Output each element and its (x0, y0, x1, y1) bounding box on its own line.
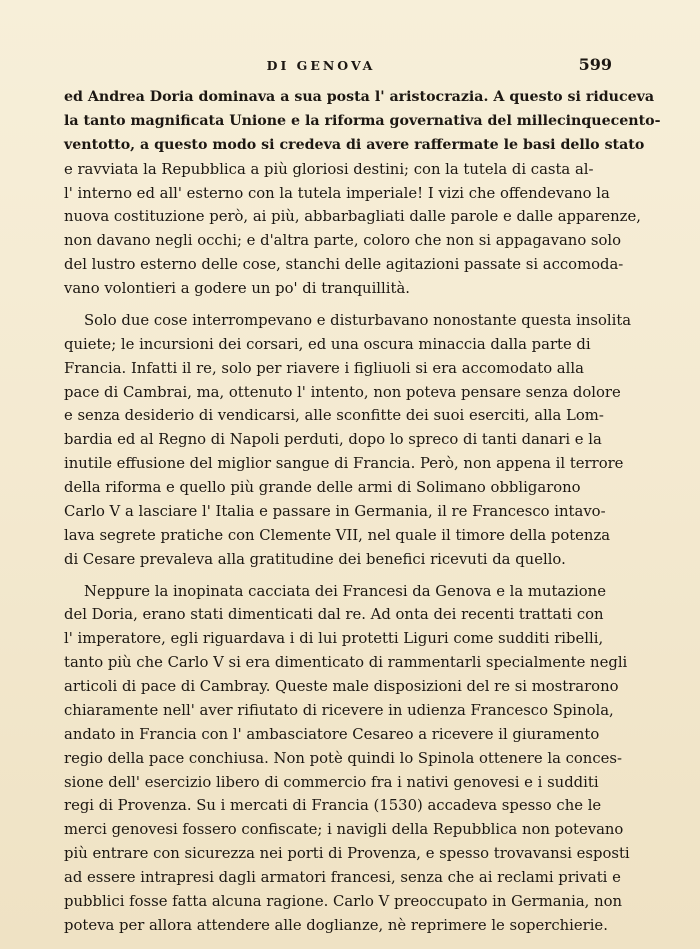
text-line: Carlo V a lasciare l' Italia e passare in Germania, il re Francesco intavo- (64, 502, 606, 520)
text-line: nuova costituzione però, ai più, abbarbagliati dalle parole e dalle apparenze, (64, 208, 641, 226)
text-line: ad essere intrapresi dagli armatori francesi, senza che ai reclami privati e (64, 869, 621, 886)
text-line: di Cesare prevaleva alla gratitudine dei benefici ricevuti da quello. (64, 550, 566, 568)
text-line: regi di Provenza. Su i mercati di Francia (1530) accadeva spesso che le (64, 797, 602, 815)
page-number: 599 (578, 55, 612, 74)
page-header (64, 55, 612, 78)
text-line: poteva per allora attendere alle doglianze, nè reprimere le soperchierie. (64, 916, 608, 934)
text-line: ventotto, a questo modo si credeva di avere raffermate le basi dello stato (64, 136, 645, 153)
text-line: pubblici fosse fatta alcuna ragione. Carlo V preoccupato in Germania, non (64, 892, 623, 910)
text-line: vano volontieri a godere un po' di tranquillità. (64, 280, 410, 297)
text-line: più entrare con sicurezza nei porti di Provenza, e spesso trovavansi esposti (64, 845, 630, 863)
text-line: non davano negli occhi; e d'altra parte, coloro che non si appagavano solo (64, 232, 622, 250)
text-line: chiaramente nell' aver rifiutato di ricevere in udienza Francesco Spinola, (64, 701, 614, 719)
text-line: sione dell' esercizio libero di commercio fra i nativi genovesi e i sudditi (64, 773, 599, 791)
text-line: bardia ed al Regno di Napoli perduti, dopo lo spreco di tanti danari e la (64, 431, 602, 449)
text-line: del Doria, erano stati dimenticati dal re. Ad onta dei recenti trattati con (64, 606, 604, 624)
running-title: DI GENOVA (266, 58, 376, 73)
text-line: della riforma e quello più grande delle armi di Solimano obbligarono (64, 479, 581, 496)
text-line: merci genovesi fossero confiscate; i navigli della Repubblica non potevano (64, 821, 624, 839)
text-line: tanto più che Carlo V si era dimenticato di rammentarli specialmente negli (64, 654, 628, 672)
text-line: articoli di pace di Cambray. Queste male disposizioni del re si mostrarono (64, 678, 619, 695)
text-line: quiete; le incursioni dei corsari, ed una oscura minaccia dalla parte di (64, 335, 591, 353)
text-line: pace di Cambrai, ma, ottenuto l' intento, non poteva pensare senza dolore (64, 383, 621, 401)
text-line: regio della pace conchiusa. Non potè quindi lo Spinola ottenere la conces- (64, 749, 622, 767)
text-line: e ravviata la Repubblica a più gloriosi destini; con la tutela di casta al- (64, 160, 594, 178)
paragraph-gap (64, 301, 574, 309)
text-line: lava segrete pratiche con Clemente VII, nel quale il timore della potenza (64, 526, 611, 544)
text-line: andato in Francia con l' ambasciatore Cesareo a ricevere il giuramento (64, 725, 600, 743)
text-line: l' interno ed all' esterno con la tutela imperiale! I vizi che offendevano la (64, 184, 610, 202)
text-line: Neppure la inopinata cacciata dei Francesi da Genova e la mutazione (84, 582, 606, 600)
text-line: inutile effusione del miglior sangue di Francia. Però, non appena il terrore (64, 455, 624, 473)
text-line: Francia. Infatti il re, solo per riavere i figliuoli si era accomodato alla (64, 359, 584, 377)
text-line: e senza desiderio di vendicarsi, alle sconfitte dei suoi eserciti, alla Lom- (64, 407, 604, 425)
text-line: ed Andrea Doria dominava a sua posta l' aristocrazia. A questo si riduceva (64, 89, 655, 105)
text-line: del lustro esterno delle cose, stanchi delle agitazioni passate si accomoda- (64, 256, 624, 274)
text-line: Solo due cose interrompevano e disturbavano nonostante questa insolita (84, 311, 632, 329)
text-line: la tanto magnificata Unione e la riforma governativa del millecinquecento- (64, 112, 661, 129)
paragraph-gap (64, 572, 574, 580)
body-text (64, 86, 661, 938)
text-line: l' imperatore, egli riguardava i di lui protetti Liguri come sudditi ribelli, (64, 630, 604, 648)
